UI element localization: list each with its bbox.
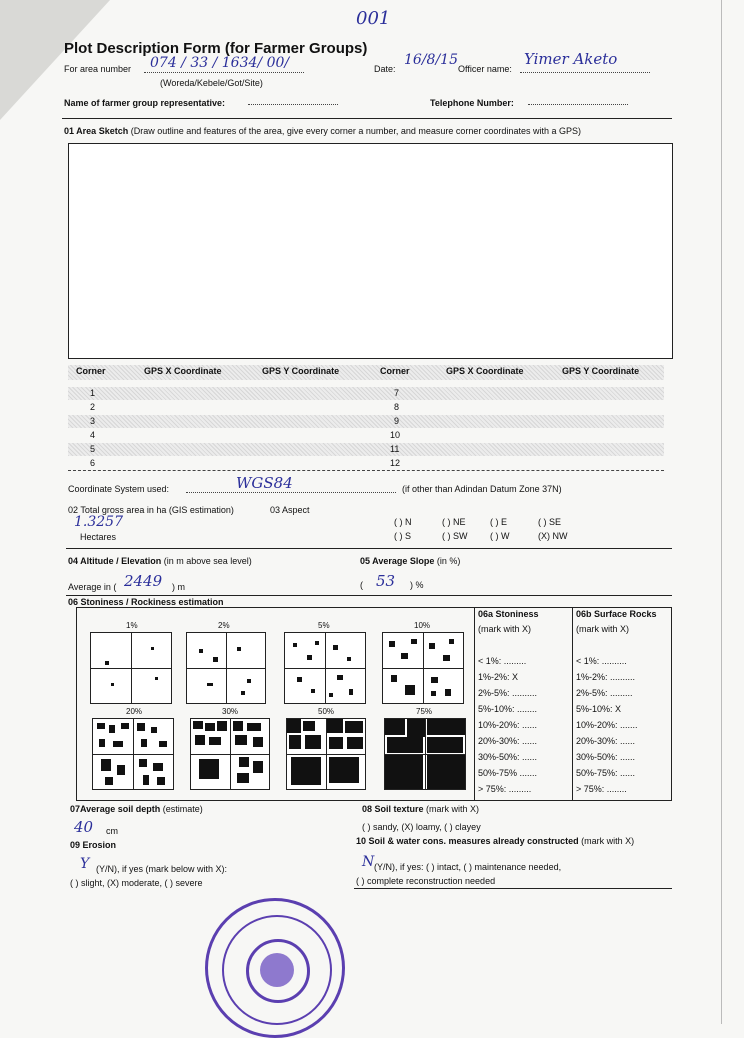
coord-system-value[interactable]: WGS84 xyxy=(236,474,293,492)
stoniness-reference-20pct xyxy=(92,718,174,790)
officer-value[interactable]: Yimer Aketo xyxy=(524,50,618,68)
table-row[interactable] xyxy=(68,429,664,442)
coord-table-header xyxy=(68,365,664,380)
stoniness-reference-5pct xyxy=(284,632,366,704)
stoniness-col-sub: (mark with X) xyxy=(478,624,532,634)
corner-number: 6 xyxy=(90,458,96,468)
surface-rocks-option[interactable]: 1%-2%: .......... xyxy=(576,672,636,682)
surface-rocks-option[interactable]: 50%-75%: ...... xyxy=(576,768,636,778)
corner-number: 11 xyxy=(390,444,400,454)
erosion-label: 09 Erosion xyxy=(70,840,117,850)
slope-heading xyxy=(360,556,460,566)
pct-label-30: 30% xyxy=(222,707,239,716)
stoniness-option[interactable]: 20%-30%: ...... xyxy=(478,736,538,746)
stoniness-reference-75pct xyxy=(384,718,466,790)
corner-number: 7 xyxy=(394,388,400,398)
stoniness-option[interactable]: 10%-20%: ...... xyxy=(478,720,538,730)
aspect-option-w[interactable]: ( ) W xyxy=(490,531,510,541)
corner-number: 8 xyxy=(394,402,400,412)
surface-rocks-option[interactable]: < 1%: .......... xyxy=(576,656,627,666)
corner-number: 9 xyxy=(394,416,400,426)
area-sketch-box[interactable] xyxy=(68,143,673,359)
slope-value[interactable]: 53 xyxy=(376,572,396,590)
area-sketch-instruction: (Draw outline and features of the area, give every corner a number, and measure corner coordinates with a GPS) xyxy=(130,126,581,136)
swc-line-2[interactable]: ( ) complete reconstruction needed xyxy=(356,876,496,886)
surface-rocks-col-sub: (mark with X) xyxy=(576,624,630,634)
surface-rocks-option[interactable]: 30%-50%: ...... xyxy=(576,752,636,762)
gross-area-label: 02 Total gross area in ha (GIS estimation) xyxy=(68,505,234,515)
pct-label-2: 2% xyxy=(218,621,230,630)
corner-number: 12 xyxy=(390,458,401,468)
area-sketch-label: 01 Area Sketch xyxy=(64,126,129,136)
stoniness-reference-2pct xyxy=(186,632,266,704)
divider xyxy=(66,548,672,549)
table-row[interactable] xyxy=(68,443,664,456)
stoniness-option[interactable]: 50%-75% ....... xyxy=(478,768,538,778)
surface-rocks-option[interactable]: 20%-30%: ...... xyxy=(576,736,636,746)
swc-line-1[interactable]: (Y/N), if yes: ( ) intact, ( ) maintenance needed, xyxy=(374,862,562,872)
coord-system-label: Coordinate System used: xyxy=(68,484,170,494)
col-header-x-2: GPS X Coordinate xyxy=(446,366,524,376)
soil-depth-unit: cm xyxy=(106,826,118,836)
soil-depth-heading xyxy=(70,804,203,814)
slope-label: 05 Average Slope xyxy=(360,556,435,566)
telephone-field[interactable] xyxy=(528,104,628,105)
table-row[interactable] xyxy=(68,401,664,414)
table-row[interactable] xyxy=(68,387,664,400)
col-header-x-1: GPS X Coordinate xyxy=(144,366,222,376)
surface-rocks-option-selected[interactable]: 5%-10%: X xyxy=(576,704,622,714)
stoniness-option[interactable]: 30%-50%: ...... xyxy=(478,752,538,762)
area-number-sub: (Woreda/Kebele/Got/Site) xyxy=(160,78,263,88)
stoniness-heading: 06 Stoniness / Rockiness estimation xyxy=(68,597,224,607)
pct-label-75: 75% xyxy=(416,707,433,716)
telephone-label: Telephone Number: xyxy=(430,98,514,108)
gross-area-value[interactable]: 1.3257 xyxy=(74,514,123,530)
date-value[interactable]: 16/8/15 xyxy=(404,52,458,68)
table-bottom-line xyxy=(68,470,664,471)
representative-field[interactable] xyxy=(248,104,338,105)
erosion-severity-options[interactable]: ( ) slight, (X) moderate, ( ) severe xyxy=(70,878,203,888)
aspect-option-se[interactable]: ( ) SE xyxy=(538,517,562,527)
aspect-option-ne[interactable]: ( ) NE xyxy=(442,517,466,527)
slope-open-paren: ( xyxy=(360,580,363,590)
stoniness-reference-30pct xyxy=(190,718,270,790)
pct-label-50: 50% xyxy=(318,707,335,716)
soil-depth-sub: (estimate) xyxy=(162,804,203,814)
stoniness-option[interactable]: 5%-10%: ........ xyxy=(478,704,538,714)
aspect-option-e[interactable]: ( ) E xyxy=(490,517,507,527)
table-row[interactable] xyxy=(68,457,664,470)
altitude-label: 04 Altitude / Elevation xyxy=(68,556,162,566)
stoniness-reference-10pct xyxy=(382,632,464,704)
area-number-value[interactable]: 074 / 33 / 1634/ 00/ xyxy=(150,55,290,71)
divider xyxy=(572,607,573,800)
col-header-corner-1: Corner xyxy=(76,366,106,376)
area-number-label: For area number xyxy=(64,64,132,74)
surface-rocks-option[interactable]: 2%-5%: ......... xyxy=(576,688,633,698)
aspect-option-s[interactable]: ( ) S xyxy=(394,531,411,541)
slope-sub: (in %) xyxy=(436,556,461,566)
stoniness-option-selected[interactable]: 1%-2%: X xyxy=(478,672,519,682)
divider xyxy=(66,595,672,596)
slope-unit: ) % xyxy=(410,580,424,590)
gross-area-unit: Hectares xyxy=(80,532,117,542)
soil-texture-label: 08 Soil texture xyxy=(362,804,424,814)
altitude-unit: ) m xyxy=(172,582,185,592)
area-sketch-heading xyxy=(64,126,581,136)
document-number-mark: 001 xyxy=(356,8,391,29)
corner-number: 4 xyxy=(90,430,96,440)
corner-number: 5 xyxy=(90,444,96,454)
erosion-line-1: (Y/N), if yes (mark below with X): xyxy=(96,864,228,874)
erosion-value[interactable]: Y xyxy=(80,856,90,872)
altitude-value[interactable]: 2449 xyxy=(124,572,163,590)
surface-rocks-option[interactable]: > 75%: ........ xyxy=(576,784,627,794)
altitude-heading xyxy=(68,556,252,566)
page-edge xyxy=(721,0,722,1024)
col-header-y-1: GPS Y Coordinate xyxy=(262,366,340,376)
stoniness-reference-1pct xyxy=(90,632,172,704)
corner-number: 2 xyxy=(90,402,96,412)
corner-number: 3 xyxy=(90,416,96,426)
pct-label-20: 20% xyxy=(126,707,143,716)
divider xyxy=(62,118,672,119)
coord-system-suffix: (if other than Adindan Datum Zone 37N) xyxy=(402,484,562,494)
aspect-option-nw[interactable]: (X) NW xyxy=(538,531,568,541)
soil-texture-heading xyxy=(362,804,479,814)
representative-label: Name of farmer group representative: xyxy=(64,98,226,108)
pct-label-1: 1% xyxy=(126,621,138,630)
pct-label-10: 10% xyxy=(414,621,431,630)
officer-line xyxy=(520,72,650,73)
soil-texture-options[interactable]: ( ) sandy, (X) loamy, ( ) clayey xyxy=(362,822,481,832)
soil-depth-value[interactable]: 40 xyxy=(74,818,94,836)
col-header-y-2: GPS Y Coordinate xyxy=(562,366,640,376)
soil-depth-label: 07Average soil depth xyxy=(70,804,161,814)
stoniness-reference-50pct xyxy=(286,718,366,790)
official-stamp xyxy=(205,898,345,1038)
stoniness-option[interactable]: > 75%: ......... xyxy=(478,784,532,794)
soil-texture-sub: (mark with X) xyxy=(426,804,480,814)
swc-label: 10 Soil & water cons. measures already constructed xyxy=(356,836,579,846)
area-number-line xyxy=(144,72,304,73)
form-title: Plot Description Form (for Farmer Groups) xyxy=(64,40,368,57)
surface-rocks-option[interactable]: 10%-20%: ....... xyxy=(576,720,638,730)
divider xyxy=(474,607,475,800)
aspect-label: 03 Aspect xyxy=(270,505,310,515)
swc-heading xyxy=(356,836,634,846)
aspect-option-n[interactable]: ( ) N xyxy=(394,517,412,527)
aspect-option-sw[interactable]: ( ) SW xyxy=(442,531,468,541)
corner-number: 10 xyxy=(390,430,401,440)
coord-system-line xyxy=(186,492,396,493)
surface-rocks-col-title: 06b Surface Rocks xyxy=(576,609,657,619)
stoniness-option[interactable]: 2%-5%: .......... xyxy=(478,688,538,698)
date-label: Date: xyxy=(374,64,396,74)
swc-value[interactable]: N xyxy=(362,854,375,870)
swc-sub: (mark with X) xyxy=(581,836,635,846)
stoniness-option[interactable]: < 1%: ......... xyxy=(478,656,527,666)
altitude-sub: (in m above sea level) xyxy=(163,556,252,566)
col-header-corner-2: Corner xyxy=(380,366,410,376)
stoniness-col-title: 06a Stoniness xyxy=(478,609,539,619)
table-row[interactable] xyxy=(68,415,664,428)
corner-number: 1 xyxy=(90,388,96,398)
divider xyxy=(354,888,672,889)
altitude-avg-label: Average in ( xyxy=(68,582,117,592)
pct-label-5: 5% xyxy=(318,621,330,630)
officer-label: Officer name: xyxy=(458,64,512,74)
